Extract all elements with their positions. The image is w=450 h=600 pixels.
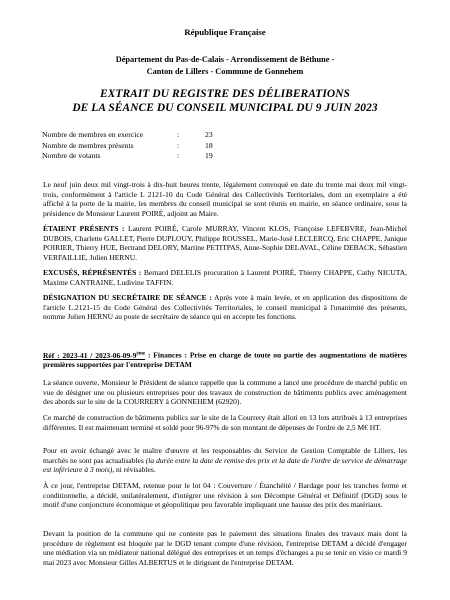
body-paragraph-3-italic: (la durée entre la date de remise des prix et la date de l'ordre de service de démarrage est inférieure à 3 mois) <box>43 455 407 474</box>
intro-paragraph: Le neuf juin deux mil vingt-trois à dix-huit heures trente, légalement convoqué en date du trente mai deux mil vingt-trois, conformément à l'article L 2121-10 du Code Général des Collectivités Territoriales, dont un exemplaire a été affiché à la porte de la mairie, les membres du conseil municipal se sont réunis en mairie, en séance ordinaire, sous la présidence de Monsieur Laurent POIRÉ, adjoint au Maire. <box>43 180 407 218</box>
members-row <box>42 130 342 141</box>
body-paragraph-2: Ce marché de construction de bâtiments publics sur le site de la Courrery était alloti en 13 lots attribués à 13 entreprises différentes. Il est maintenant terminé et soldé pour 96-97% de son montant de dépenses de l'ordre de 2,5 M€ HT. <box>43 413 407 432</box>
body-paragraph-4: À ce jour, l'entreprise DETAM, retenue pour le lot 04 : Couverture / Étanchéité / Bardage pour les tranches ferme et conditionnelle, a décidé, unilatéralement, d'intégrer une révision à son Décompte Général et Définitif (DGD) sous le motif d'une conjoncture économique et géopolitique peu favorable impliquant une hausse des prix des matériaux. <box>43 481 407 509</box>
members-row-label: Nombre de membres en exercice <box>42 130 144 139</box>
members-row <box>42 141 342 152</box>
secretaire-paragraph <box>43 293 407 322</box>
republique-heading: République Française <box>184 27 266 37</box>
body-paragraph-1: La séance ouverte, Monsieur le Président de séance rappelle que la commune a lancé une procédure de marché public en vue de désigner une ou plusieurs entreprises pour des travaux de construction de bâtiments publics avec aménagement des abords sur le site de la COURRERY à GONNEHEM (62920). <box>43 378 407 406</box>
members-row-label: Nombre de membres présents <box>42 140 134 150</box>
members-row-colon: : <box>177 140 180 150</box>
presents-label: ÉTAIENT PRÉSENTS : <box>43 224 125 233</box>
members-row-colon: : <box>177 130 180 139</box>
excuses-paragraph <box>43 268 407 287</box>
members-row <box>42 151 342 162</box>
title-line-2: DE LA SÉANCE DU CONSEIL MUNICIPAL DU 9 JUIN 2023 <box>72 102 378 114</box>
secretaire-label: DÉSIGNATION DU SECRÉTAIRE DE SÉANCE : <box>43 293 212 302</box>
members-count-table <box>42 130 342 162</box>
department-line-1: Département du Pas-de-Calais - Arrondissement de Béthune - <box>115 55 335 64</box>
deliberation-title: : Finances : Prise en charge de toute ou partie des augmentations de matières premières supportées par l'entreprise DETAM <box>43 350 407 369</box>
body-paragraph-3: Pour en avoir échangé avec le maître d'œuvre et les responsables du Service de Gestion Comptable de Lillers, les marchés ne sont pas actualisables (la durée entre la date de remise des prix et la date de l'ordre de service de démarrage est inférieure à 3 mois), ni révisables. <box>43 446 407 474</box>
body-paragraph-5: Devant la position de la commune qui ne conteste pas le paiement des situations finales des travaux mais dont la procédure de règlement est bloquée par le DGD tenant compte d'une révision, l'entreprise DETAM a décidé d'engager une médiation via un médiateur national délégué des entreprises et un temps d'échanges a pu se tenir en visio ce mardi 9 mai 2023 avec Monsieur Gilles ALBERTUS et le dirigeant de l'entreprise DETAM. <box>43 529 407 567</box>
members-row-colon: : <box>177 151 180 160</box>
members-row-value: 19 <box>205 151 213 160</box>
excuses-list: Bernard DELELIS procuration à Laurent POIRÉ, Thierry CHAPPE, Cathy NICUTA, Maxime CANTRAINE, Ludivine TAFFIN. <box>43 268 408 287</box>
members-row-value: 18 <box>205 140 213 150</box>
secretaire-text: Après vote à main levée, et en application des dispositions de l'article L.2121-15 du Code Général des Collectivités Territoriales, le conseil municipal à l'unanimité des présents, nomme Julien HERNU au poste de secrétaire de séance qui en accepte les fonctions. <box>43 293 408 321</box>
document-title <box>0 87 450 115</box>
presents-paragraph <box>43 224 407 262</box>
title-line-1: EXTRAIT DU REGISTRE DES DÉLIBERATIONS <box>100 88 350 100</box>
deliberation-heading <box>43 349 407 370</box>
department-heading <box>0 54 450 77</box>
presents-list: Laurent POIRÉ, Carole MURRAY, Vincent KLOS, Françoise LEFEBVRE, Jean-Michel DUBOIS, Charlette GALLET, Pierre DUPLOUY, Philippe ROUSSEL, Marie-José LECLERCQ, Eric CHAPPE, Janique POIRIER, Thierry HUE, Bertrand DELORY, Martine PETITPAS, Anne-Sophie DELAVAL, Céline DEBACK, Sébastien VERFAILLIE, Julien HERNU. <box>43 224 407 262</box>
members-row-value: 23 <box>205 130 213 139</box>
members-row-label: Nombre de votants <box>42 151 101 160</box>
excuses-label: EXCUSÉS, RÉPRÉSENTÉS : <box>43 268 142 277</box>
department-line-2: Canton de Lillers - Commune de Gonnehem <box>146 66 304 76</box>
deliberation-ref: Réf : 2023-41 / 2023-06-09-9ème <box>43 350 146 360</box>
